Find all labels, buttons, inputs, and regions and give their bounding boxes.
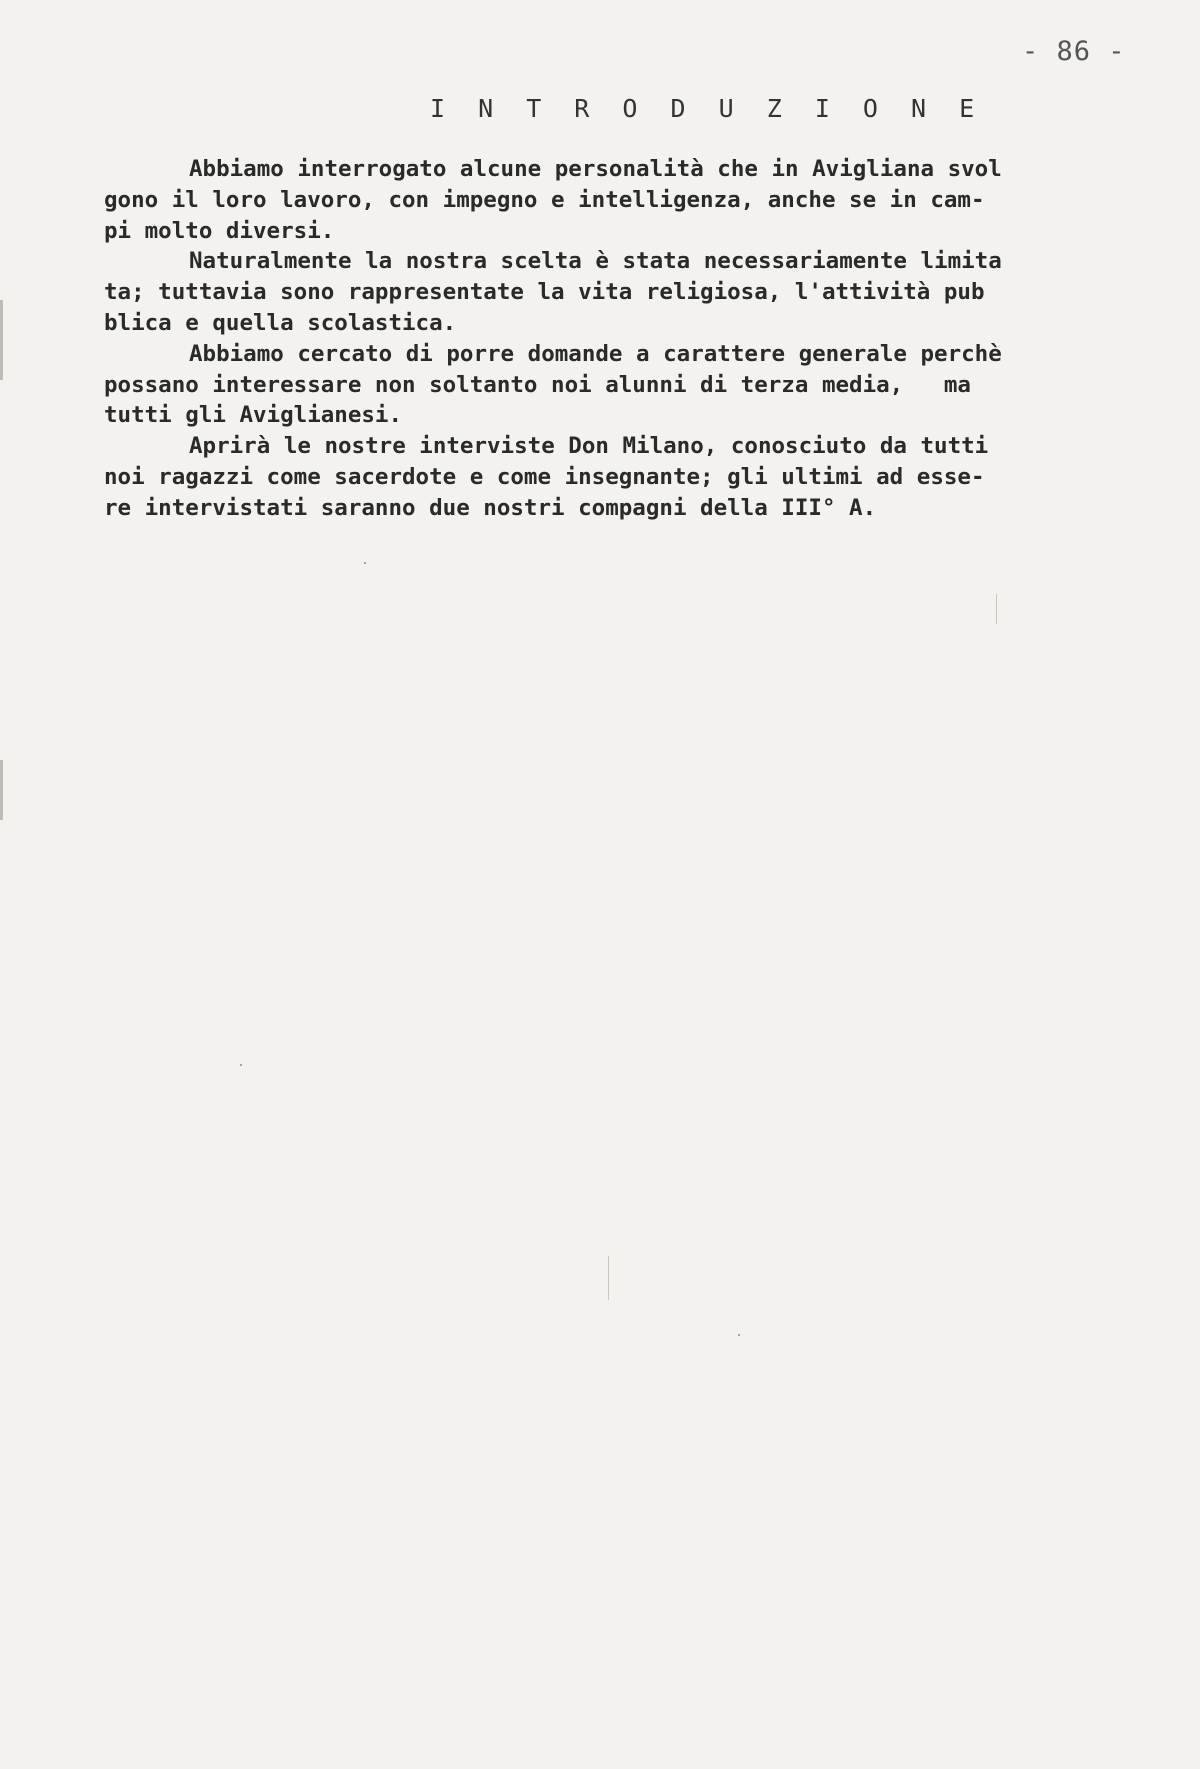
body-text — [104, 154, 1134, 524]
text-line: re intervistati saranno due nostri compagni della III° A. — [104, 494, 877, 521]
paper-edge-mark — [0, 300, 3, 380]
text-line: Aprirà le nostre interviste Don Milano, conosciuto da tutti — [189, 433, 989, 460]
text-line: tutti gli Aviglianesi. — [104, 402, 403, 429]
paper-speck — [738, 1334, 740, 1336]
paper-speck — [240, 1064, 242, 1066]
paper-speck — [608, 1256, 609, 1300]
page-title: I N T R O D U Z I O N E — [430, 94, 984, 123]
paper-speck — [364, 562, 366, 564]
text-line: Abbiamo interrogato alcune personalità che in Avigliana svol — [189, 156, 1002, 182]
text-line: possano interessare non soltanto noi alunni di terza media, ma — [104, 371, 971, 398]
text-line: blica e quella scolastica. — [104, 309, 457, 336]
paper-speck — [996, 594, 997, 624]
page-number: - 86 - — [1022, 36, 1126, 67]
text-line: pi molto diversi. — [104, 217, 335, 244]
text-line: Abbiamo cercato di porre domande a carattere generale perchè — [189, 340, 1002, 367]
text-line: ta; tuttavia sono rappresentate la vita religiosa, l'attività pub — [104, 279, 985, 306]
text-line: noi ragazzi come sacerdote e come insegnante; gli ultimi ad esse- — [104, 463, 985, 490]
paper-edge-mark — [0, 760, 3, 820]
text-line: Naturalmente la nostra scelta è stata necessariamente limita — [189, 248, 1002, 275]
text-line: gono il loro lavoro, con impegno e intelligenza, anche se in cam- — [104, 186, 985, 213]
